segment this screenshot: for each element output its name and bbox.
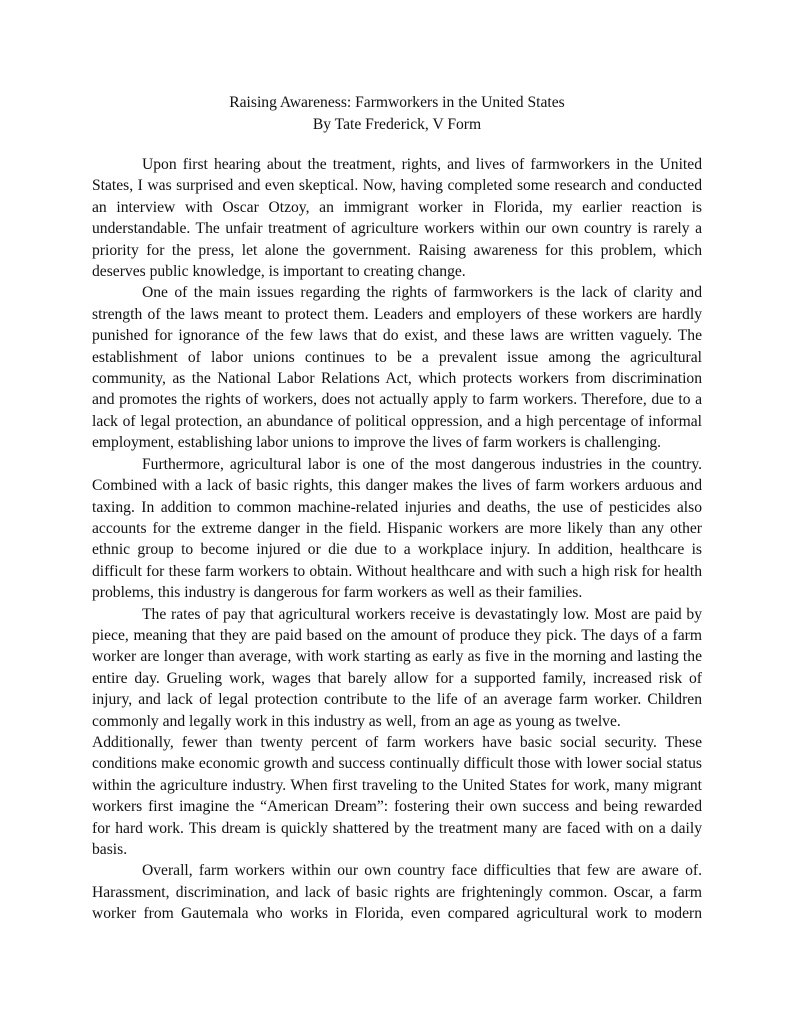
text-line: ethnic group to become injured or die due to a workplace injury. In addition, healthcare is: [92, 541, 702, 559]
text-line: commonly and legally work in this industry as well, from an age as young as twelve.: [92, 712, 621, 730]
text-line: basis.: [92, 841, 128, 858]
text-line: community, as the National Labor Relations Act, which protects workers from discrimination: [92, 370, 702, 388]
text-line: accounts for the extreme danger in the field. Hispanic workers are more likely than any other: [92, 519, 702, 537]
text-line: worker are longer than average, with work starting as early as five in the morning and lasting the: [92, 648, 702, 666]
text-line: Overall, farm workers within our own country face difficulties that few are aware of.: [142, 862, 702, 880]
text-line: lack of legal protection, an abundance of political oppression, and a high percentage of informal: [92, 412, 702, 430]
text-line: employment, establishing labor unions to improve the lives of farm workers is challenging.: [92, 434, 662, 452]
text-line: deserves public knowledge, is important to creating change.: [92, 263, 466, 281]
text-line: Upon first hearing about the treatment, rights, and lives of farmworkers in the United: [142, 156, 702, 173]
text-line: Furthermore, agricultural labor is one of the most dangerous industries in the country.: [142, 455, 702, 473]
text-line: strength of the laws meant to protect them. Leaders and employers of these workers are hardly: [92, 305, 702, 323]
text-line: within the agriculture industry. When first traveling to the United States for work, many migrant: [92, 776, 702, 794]
paragraph: [92, 604, 702, 861]
text-line: punished for ignorance of the few laws that do exist, and these laws are written vaguely. The: [92, 327, 702, 345]
text-line: difficult for these farm workers to obtain. Without healthcare and with such a high risk for health: [92, 562, 702, 580]
text-line: piece, meaning that they are paid based on the amount of produce they pick. The days of a farm: [92, 626, 702, 644]
essay-body: [92, 154, 702, 925]
text-line: establishment of labor unions continues to be a prevalent issue among the agricultural: [92, 348, 702, 366]
text-line: understandable. The unfair treatment of agriculture workers within our own country is rarely a: [92, 220, 702, 238]
paragraph: [92, 860, 702, 924]
text-line: injury, and lack of legal protection contribute to the life of an average farm worker. Children: [92, 691, 702, 709]
paragraph: [92, 154, 702, 282]
text-line: conditions make economic growth and success continually difficult those with lower social status: [92, 755, 702, 773]
text-line: Combined with a lack of basic rights, this danger makes the lives of farm workers arduous and: [92, 477, 702, 495]
text-line: entire day. Grueling work, wages that barely allow for a supported family, increased risk of: [92, 669, 702, 687]
text-line: problems, this industry is dangerous for farm workers as well as their families.: [92, 584, 583, 602]
text-line: Harassment, discrimination, and lack of basic rights are frighteningly common. Oscar, a farm: [92, 883, 702, 901]
text-line: workers first imagine the “American Dream”: fostering their own success and being rewarded: [92, 798, 702, 816]
text-line: for hard work. This dream is quickly shattered by the treatment many are faced with on a daily: [92, 819, 702, 837]
document-title: Raising Awareness: Farmworkers in the United States: [229, 94, 565, 111]
document-byline: By Tate Frederick, V Form: [312, 116, 482, 133]
text-line: taxing. In addition to common machine-related injuries and deaths, the use of pesticides also: [92, 498, 702, 516]
paragraph: [92, 454, 702, 604]
text-line: an interview with Oscar Otzoy, an immigrant worker in Florida, my earlier reaction is: [92, 198, 702, 216]
text-line: One of the main issues regarding the rights of farmworkers is the lack of clarity and: [142, 284, 702, 302]
text-line: priority for the press, let alone the government. Raising awareness for this problem, which: [92, 241, 702, 259]
text-line: States, I was surprised and even skeptical. Now, having completed some research and conducted: [92, 177, 702, 195]
text-line: and promotes the rights of workers, does not actually apply to farm workers. Therefore, due to a: [92, 391, 702, 409]
text-line: Additionally, fewer than twenty percent of farm workers have basic social security. These: [92, 733, 702, 751]
text-line: worker from Gautemala who works in Florida, even compared agricultural work to modern: [92, 905, 702, 923]
text-line: The rates of pay that agricultural workers receive is devastatingly low. Most are paid by: [142, 605, 702, 623]
document-header: [92, 92, 702, 136]
paragraph: [92, 282, 702, 453]
